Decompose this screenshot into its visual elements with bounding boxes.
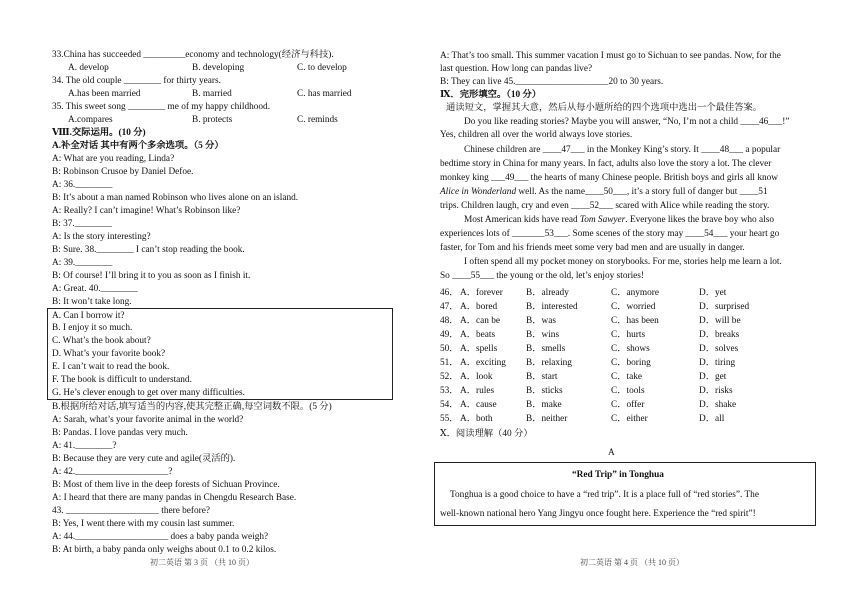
right-page bbox=[420, 0, 860, 607]
option-line: E. I can’t wait to read the book. bbox=[52, 362, 170, 372]
choice-number: 51． bbox=[440, 358, 459, 368]
book-title: Alice in Wonderland bbox=[440, 187, 517, 197]
dialog-b-line: B: At birth, a baby panda only weighs about 0.1 to 0.2 kilos. bbox=[52, 545, 277, 555]
dialog-b-line: A: 41.________? bbox=[52, 441, 117, 451]
dialog-a-line: A: 36.________ bbox=[52, 180, 113, 190]
passage-line: Yes, children all over the world always love stories. bbox=[440, 130, 633, 140]
choice-option-a: A．can be bbox=[460, 316, 501, 326]
option-line: D. What’s your favorite book? bbox=[52, 349, 166, 359]
dialog-b-line: 43. ____________________ there before? bbox=[52, 506, 211, 516]
choice-option-b: B．already bbox=[526, 288, 569, 298]
q35-option-a: A.compares bbox=[68, 115, 113, 125]
passage-line: Alice in Wonderland well. As the name____50___, it’s a story full of danger but ____51 bbox=[440, 187, 768, 197]
dialog-a-line: A: Great. 40.________ bbox=[52, 284, 138, 294]
dialog-b-continued: B: They can live 45.____________________20 to 30 years. bbox=[440, 77, 664, 87]
choice-option-d: D．tiring bbox=[699, 358, 736, 368]
choice-option-a: A．bored bbox=[460, 302, 498, 312]
dialog-a-line: B: Robinson Crusoe by Daniel Defoe. bbox=[52, 167, 194, 177]
dialog-a-line: B: It’s about a man named Robinson who lives alone on an island. bbox=[52, 193, 299, 203]
passage-line: I often spend all my pocket money on storybooks. For me, stories help me learn a lot. bbox=[464, 257, 782, 267]
choice-number: 54． bbox=[440, 400, 459, 410]
q33-option-a: A. develop bbox=[68, 63, 109, 73]
choice-option-c: C．tools bbox=[611, 386, 645, 396]
dialog-b-line: B: Because they are very cute and agile(灵活的). bbox=[52, 454, 236, 464]
section-9-title: Ⅸ．完形填空。（10 分） bbox=[440, 90, 542, 100]
passage-line: experiences lots of _______53___. Some scenes of the story may ____54___ your heart go bbox=[440, 229, 780, 239]
q34-option-c: C. has married bbox=[297, 89, 352, 99]
choice-number: 53． bbox=[440, 386, 459, 396]
section-8-title: Ⅷ.交际运用。(10 分) bbox=[52, 128, 146, 138]
part-a-label: A bbox=[608, 448, 615, 458]
page-footer: 初二英语 第 4 页 （共 10 页） bbox=[580, 558, 684, 567]
passage-line: Most American kids have read Tom Sawyer. Everyone likes the brave boy who also bbox=[464, 215, 775, 225]
passage-line: Do you like reading stories? Maybe you will answer, “No, I’m not a child ____46___!” bbox=[464, 117, 790, 127]
choice-option-c: C．boring bbox=[611, 358, 651, 368]
choice-option-a: A．look bbox=[460, 372, 493, 382]
section-b-title: B.根据所给对话,填写适当的内容,使其完整正确,每空词数不限。(5 分) bbox=[52, 402, 332, 412]
dialog-a-line: A: What are you reading, Linda? bbox=[52, 154, 175, 164]
dialog-b-line: B: Pandas. I love pandas very much. bbox=[52, 428, 188, 438]
passage-line: monkey king ___49___ the hearts of many Chinese people. British boys and girls all know bbox=[440, 173, 778, 183]
option-line: B. I enjoy it so much. bbox=[52, 323, 133, 333]
choice-option-b: B．make bbox=[526, 400, 562, 410]
passage-line: bedtime story in China for many years. In fact, adults also love the story a lot. The clever bbox=[440, 159, 772, 169]
q35-option-b: B. protects bbox=[192, 115, 233, 125]
choice-option-b: B．smells bbox=[526, 344, 566, 354]
section-a-title: A.补全对话 其中有两个多余选项。（5 分） bbox=[52, 141, 224, 151]
dialog-a-line: A: 39.________ bbox=[52, 258, 113, 268]
choice-option-c: C．hurts bbox=[611, 330, 646, 340]
left-page bbox=[0, 0, 420, 607]
dialog-b-line: A: 44.____________________ does a baby panda weigh? bbox=[52, 532, 269, 542]
dialog-b-line: B: Most of them live in the deep forests of Sichuan Province. bbox=[52, 480, 280, 490]
choice-option-a: A．exciting bbox=[460, 358, 506, 368]
dialog-b-continued: last question. How long can pandas live? bbox=[440, 64, 593, 74]
q35-option-c: C. reminds bbox=[297, 115, 338, 125]
q33-option-b: B. developing bbox=[192, 63, 245, 73]
choice-number: 47． bbox=[440, 302, 459, 312]
choice-option-a: A．cause bbox=[460, 400, 497, 410]
option-line: G. He’s clever enough to get over many difficulties. bbox=[52, 388, 245, 398]
choice-option-d: D．will be bbox=[699, 316, 741, 326]
dialog-b-line: A: Sarah, what’s your favorite animal in the world? bbox=[52, 415, 244, 425]
option-line: F. The book is difficult to understand. bbox=[52, 375, 192, 385]
dialog-a-line: A: Is the story interesting? bbox=[52, 232, 151, 242]
choice-option-c: C．offer bbox=[611, 400, 645, 410]
choice-option-a: A．rules bbox=[460, 386, 495, 396]
choice-option-b: B．relaxing bbox=[526, 358, 572, 368]
section-10-title: Ⅹ．阅读理解（40 分） bbox=[440, 429, 533, 439]
choice-option-d: D．all bbox=[699, 414, 725, 424]
dialog-a-line: B: 37.________ bbox=[52, 219, 112, 229]
choice-option-d: D．breaks bbox=[699, 330, 740, 340]
q34-option-a: A.has been married bbox=[68, 89, 141, 99]
dialog-b-line: A: I heard that there are many pandas in Chengdu Research Base. bbox=[52, 493, 297, 503]
choice-option-b: B．interested bbox=[526, 302, 578, 312]
dialog-b-continued: A: That’s too small. This summer vacation I must go to Sichuan to see pandas. Now, for the bbox=[440, 51, 781, 61]
book-title: Tom Sawyer bbox=[579, 215, 626, 225]
choice-number: 50． bbox=[440, 344, 459, 354]
choice-option-a: A．both bbox=[460, 414, 493, 424]
reading-box-line: well-known national hero Yang Jingyu once fought here. Experience the “red spirit”! bbox=[440, 509, 756, 519]
q34-option-b: B. married bbox=[192, 89, 232, 99]
choice-option-c: C．has been bbox=[611, 316, 659, 326]
choice-option-c: C．shows bbox=[611, 344, 650, 354]
choice-option-b: B．start bbox=[526, 372, 558, 382]
passage-line: Chinese children are ____47___ in the Monkey King’s story. It ____48___ a popular bbox=[464, 145, 781, 155]
choice-number: 49． bbox=[440, 330, 459, 340]
question-35: 35. This sweet song ________ me of my happy childhood. bbox=[52, 102, 271, 112]
section-9-instructions: 通读短文，掌握其大意，然后从每小题所给的四个选项中选出一个最佳答案。 bbox=[446, 103, 763, 113]
option-line: A. Can I borrow it? bbox=[52, 311, 125, 321]
dialog-a-line: B: Of course! I’ll bring it to you as soon as I finish it. bbox=[52, 271, 251, 281]
dialog-b-line: B: Yes, I went there with my cousin last summer. bbox=[52, 519, 235, 529]
choice-number: 48． bbox=[440, 316, 459, 326]
question-33: 33.China has succeeded _________economy and technology(经济与科技). bbox=[52, 50, 334, 60]
choice-option-d: D．risks bbox=[699, 386, 733, 396]
choice-option-c: C．take bbox=[611, 372, 642, 382]
reading-box-title: “Red Trip” in Tonghua bbox=[572, 470, 664, 480]
dialog-a-line: B: Sure. 38.________ I can’t stop reading the book. bbox=[52, 245, 245, 255]
choice-option-a: A．spells bbox=[460, 344, 498, 354]
passage-line: trips. Children laugh, cry and even ____52___ scared with Alice while reading the story. bbox=[440, 201, 770, 211]
choice-option-c: C．anymore bbox=[611, 288, 660, 298]
question-34: 34. The old couple ________ for thirty years. bbox=[52, 76, 221, 86]
choice-option-b: B．wins bbox=[526, 330, 560, 340]
choice-option-d: D．shake bbox=[699, 400, 737, 410]
passage-line: So ____55___ the young or the old, let’s enjoy stories! bbox=[440, 271, 644, 281]
dialog-a-line: B: It won’t take long. bbox=[52, 297, 132, 307]
choice-option-d: D．solves bbox=[699, 344, 739, 354]
choice-option-c: C．worried bbox=[611, 302, 656, 312]
choice-option-b: B．neither bbox=[526, 414, 568, 424]
passage-line: faster, for Tom and his friends meet some very bad men and are usually in danger. bbox=[440, 243, 745, 253]
choice-option-d: D．surprised bbox=[699, 302, 750, 312]
page-footer: 初二英语 第 3 页 （共 10 页） bbox=[150, 558, 254, 567]
dialog-a-line: A: Really? I can’t imagine! What’s Robinson like? bbox=[52, 206, 241, 216]
choice-number: 52． bbox=[440, 372, 459, 382]
choice-option-d: D．get bbox=[699, 372, 727, 382]
reading-box-line: Tonghua is a good choice to have a “red trip”. It is a place full of “red stories”. The bbox=[450, 490, 759, 500]
q33-option-c: C. to develop bbox=[297, 63, 347, 73]
choice-option-c: C．either bbox=[611, 414, 648, 424]
dialog-b-line: A: 42.____________________? bbox=[52, 467, 173, 477]
choice-number: 46． bbox=[440, 288, 459, 298]
choice-option-b: B．sticks bbox=[526, 386, 563, 396]
choice-option-b: B．was bbox=[526, 316, 556, 326]
option-line: C. What’s the book about? bbox=[52, 336, 151, 346]
choice-option-d: D．yet bbox=[699, 288, 727, 298]
choice-option-a: A．beats bbox=[460, 330, 496, 340]
choice-option-a: A．forever bbox=[460, 288, 503, 298]
choice-number: 55． bbox=[440, 414, 459, 424]
